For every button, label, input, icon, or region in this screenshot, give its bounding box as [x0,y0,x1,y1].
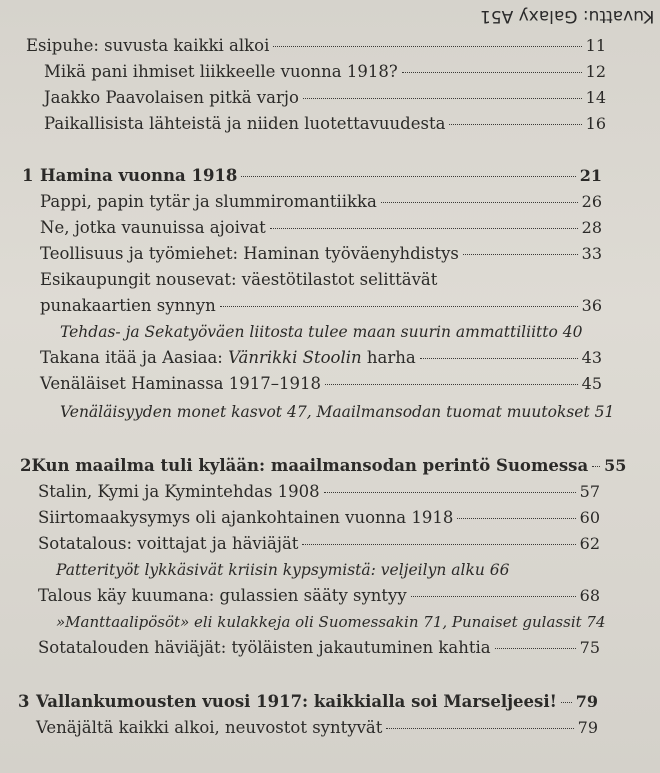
toc-subtopics: Tehdas- ja Sekatyöväen liitosta tulee maan suurin ammattiliitto 40 [60,323,583,341]
toc-title: Paikallisista lähteistä ja niiden luotettavuudesta [44,114,446,133]
toc-title: Hamina vuonna 1918 [40,166,238,185]
toc-title: Vallankumousten vuosi 1917: kaikkialla soi Marseljeesi! [36,692,557,711]
toc-entry [38,586,600,606]
toc-page: 14 [585,88,606,107]
toc-entry [38,482,600,502]
leader-dots [463,254,578,255]
leader-dots [381,202,578,203]
toc-entry-intro [26,36,606,56]
toc-chapter-3 [18,692,598,712]
leader-dots [220,306,578,307]
toc-page: 28 [581,218,602,237]
toc-entry [38,638,600,658]
toc-chapter-1 [22,166,602,186]
toc-entry [40,244,602,264]
toc-page: 55 [604,456,627,475]
leader-dots [325,384,578,385]
toc-entry [40,192,602,212]
toc-title: Teollisuus ja työmiehet: Haminan työväenyhdistys [40,244,459,263]
toc-subtopics: Venäläisyyden monet kasvot 47, Maailmansodan tuomat muutokset 51 [60,403,615,421]
toc-entry [44,114,606,134]
toc-title [40,348,416,368]
toc-subtopics: Patterityöt lykkäsivät kriisin kypsymistä: veljeilyn alku 66 [56,561,510,579]
toc-page: 11 [585,36,606,55]
leader-dots [303,98,582,99]
toc-page: 12 [585,62,606,81]
toc-title: Pappi, papin tytär ja slummiromantiikka [40,192,377,211]
toc-title: Venäläiset Haminassa 1917–1918 [40,374,321,393]
toc-title: Sotatalouden häviäjät: työläisten jakautuminen kahtia [38,638,491,657]
toc-page: 43 [581,348,602,367]
toc-title: punakaartien synnyn [40,296,216,315]
leader-dots [495,648,576,649]
toc-chapter-2 [20,456,627,476]
toc-entry [40,218,602,238]
toc-entry [40,374,602,394]
leader-dots [386,728,573,729]
toc-entry-line1: Esikaupungit nousevat: väestötilastot selittävät [40,270,438,289]
leader-dots [420,358,578,359]
toc-entry [36,718,598,738]
chapter-number: 1 [22,166,34,185]
toc-title: Stalin, Kymi ja Kymintehdas 1908 [38,482,320,501]
toc-title: Mikä pani ihmiset liikkeelle vuonna 1918? [44,62,398,81]
toc-page: 33 [581,244,602,263]
toc-subtopics: »Manttaalipösöt» eli kulakkeja oli Suomessakin 71, Punaiset gulassit 74 [56,613,606,631]
leader-dots [273,46,581,47]
toc-page: 68 [579,586,600,605]
leader-dots [402,72,582,73]
leader-dots [457,518,575,519]
leader-dots [449,124,581,125]
toc-page: 45 [581,374,602,393]
chapter-number: 2 [20,456,32,475]
toc-page: 16 [585,114,606,133]
leader-dots [302,544,575,545]
toc-entry [44,88,606,108]
chapter-number: 3 [18,692,30,711]
toc-title: Venäjältä kaikki alkoi, neuvostot syntyvät [36,718,383,737]
toc-title: Siirtomaakysymys oli ajankohtainen vuonna 1918 [38,508,454,527]
title-part: harha [361,348,416,367]
toc-entry [44,62,606,82]
toc-entry [38,508,600,528]
toc-page: 62 [579,534,600,553]
leader-dots [324,492,576,493]
toc-entry [38,534,600,554]
toc-title: Jaakko Paavolaisen pitkä varjo [44,88,299,107]
toc-page: 60 [579,508,600,527]
toc-title: Esipuhe: suvusta kaikki alkoi [26,36,270,55]
toc-title: Talous käy kuumana: gulassien sääty syntyy [38,586,407,605]
toc-page: 26 [581,192,602,211]
toc-title: Kun maailma tuli kylään: maailmansodan perintö Suomessa [31,456,589,475]
leader-dots [561,702,572,703]
leader-dots [270,228,578,229]
title-part: Takana itää ja Aasiaa: [40,348,229,367]
leader-dots [241,176,575,177]
toc-page: 57 [579,482,600,501]
toc-page: 36 [581,296,602,315]
toc-page: 21 [579,166,602,185]
leader-dots [592,466,600,467]
camera-watermark: Kuvattu: Galaxy A51 [479,6,654,26]
toc-entry [40,348,602,368]
toc-page: 79 [575,692,598,711]
toc-page: 75 [579,638,600,657]
toc-page: 79 [577,718,598,737]
toc-entry-line2 [40,296,602,316]
title-italic: Vänrikki Stoolin [228,348,362,367]
toc-title: Ne, jotka vaunuissa ajoivat [40,218,266,237]
toc-title: Sotatalous: voittajat ja häviäjät [38,534,299,553]
leader-dots [411,596,576,597]
